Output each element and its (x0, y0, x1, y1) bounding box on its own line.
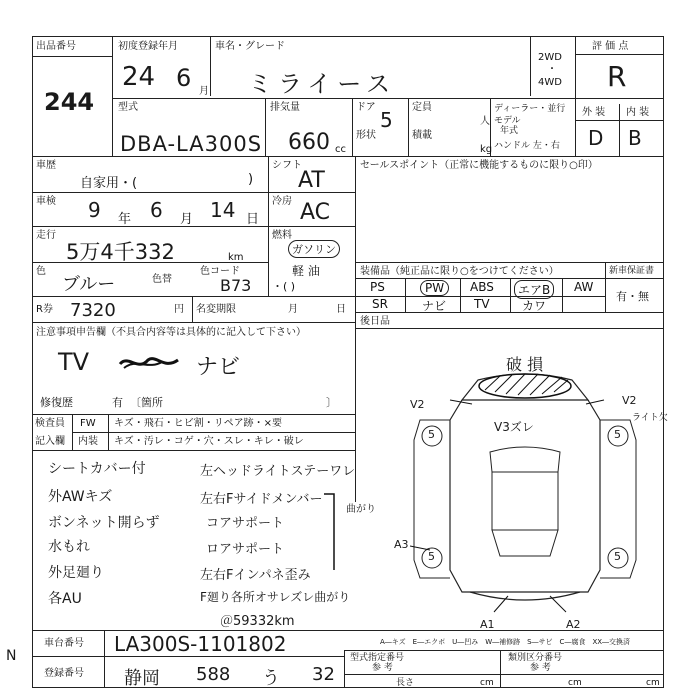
km-unit: km (228, 252, 244, 263)
car-name: ミライース (248, 70, 397, 98)
repair-yes: 有 (112, 396, 123, 409)
chassis-label: 車台番号 (44, 638, 84, 649)
length-label: 長さ (396, 678, 415, 688)
equip-abs: ABS (470, 280, 494, 294)
cm-unit-2: cm (568, 678, 582, 688)
equipment-label: 装備品（純正品に限り○をつけてください） (360, 266, 559, 277)
bracket-line (320, 492, 340, 572)
displacement-label: 排気量 (270, 102, 300, 113)
remark-right-1: 左右Fサイドメンバー (200, 492, 323, 507)
score-label: 評 価 点 (592, 41, 629, 52)
chassis-value: LA300S-1101802 (114, 632, 287, 656)
remark-right-3: ロアサポート (206, 542, 285, 557)
remark-right-4: 左右Fインパネ歪み (200, 568, 311, 583)
person-unit: 人 (480, 116, 490, 127)
mark-v2-left: V2 (410, 398, 425, 411)
inspector-label-2: 記入欄 (35, 436, 65, 447)
remark-left-0: シートカバー付 (48, 461, 146, 477)
cm-unit-3: cm (646, 678, 660, 688)
ac-value: AC (300, 200, 331, 225)
int-grade: B (628, 126, 642, 150)
remark-left-5: 各AU (48, 591, 82, 607)
inspector-row2-text: キズ・汚レ・コゲ・穴・スレ・キレ・破レ (114, 436, 304, 447)
ext-grade: D (588, 126, 604, 150)
margin-mark: N (6, 648, 17, 664)
year-unit: 年 (118, 212, 132, 227)
diagram-title: 破 損 (506, 355, 544, 374)
notes-tv: TV (58, 348, 90, 376)
shift-label: シフト (272, 160, 302, 171)
hood-damage-hatch (479, 374, 571, 398)
handle-label: ハンドル 左・右 (494, 141, 560, 151)
equip-leather: カワ (522, 299, 547, 313)
equip-sr: SR (372, 297, 388, 311)
color-code: B73 (220, 276, 252, 295)
plate-no: 32 (312, 664, 335, 685)
repair-close: 〕 (326, 396, 337, 409)
fuel-paren: ・( ) (272, 280, 296, 293)
remark-left-4: 外足廻り (48, 565, 104, 581)
recycle-value: 7320 (70, 300, 116, 321)
wheel-mark-fl: 5 (428, 428, 435, 441)
mileage-label: 走行 (36, 230, 56, 241)
lot-no-label: 出品番号 (36, 41, 76, 52)
plate-class: 588 (196, 664, 231, 685)
dealer-label: ディーラー・並行 (494, 104, 566, 114)
remark-left-3: 水もれ (48, 539, 90, 555)
model-code: DBA-LA300S (120, 132, 263, 156)
cc-unit: cc (335, 144, 346, 155)
model-label: モデル (494, 116, 521, 126)
inspector-row2-head: 内装 (78, 436, 98, 447)
history-value: 自家用・( (80, 176, 138, 191)
nc-month: 月 (288, 304, 298, 315)
cm-unit-1: cm (480, 678, 494, 688)
category-label: 類別区分番号 (508, 653, 563, 663)
color-value: ブルー (62, 274, 116, 295)
doors-value: 5 (380, 108, 393, 132)
inspector-row1-text: キズ・飛石・ヒビ割・リペア跡・×要 (114, 418, 282, 429)
remark-right-2: コアサポート (206, 516, 285, 531)
ext-label: 外 装 (582, 107, 606, 118)
reg-month: 6 (176, 64, 192, 92)
remark-side-note: 曲がり (346, 504, 376, 515)
plate-area: 静岡 (124, 668, 160, 689)
doors-label: ドア (356, 102, 376, 113)
fuel-label: 燃料 (272, 230, 292, 241)
remark-right-0: 左ヘッドライトステーワレ (200, 464, 356, 479)
capacity-label: 定員 (412, 102, 432, 113)
equip-aw: AW (574, 280, 594, 294)
remark-left-2: ボンネット開らず (48, 515, 160, 531)
shaken-day: 14 (210, 198, 236, 222)
nc-day: 日 (336, 304, 346, 315)
plate-label: 登録番号 (44, 668, 84, 679)
ac-label: 冷房 (272, 196, 292, 207)
mark-light: ライト欠 (632, 413, 668, 423)
remark-right-5: F廻り各所オサレズレ曲がり (200, 590, 351, 604)
score-value: R (607, 60, 627, 93)
history-close: ) (248, 172, 254, 187)
displacement-value: 660 (288, 130, 330, 155)
reg-year: 24 (122, 62, 156, 92)
drive-4wd: 4WD (538, 77, 562, 88)
wheel-mark-rr: 5 (614, 550, 621, 563)
load-label: 積載 (412, 130, 432, 141)
equip-airbag: エアB (514, 280, 554, 299)
month-unit: 月 (199, 86, 209, 97)
fuel-gas: ガソリン (288, 240, 340, 258)
sales-label: セールスポイント（正常に機能するものに限り○印） (360, 160, 598, 171)
ref-1: 参 考 (372, 663, 393, 673)
notes-label: 注意事項申告欄（不具合内容等は具体的に記入して下さい） (36, 327, 306, 338)
color-change-label: 色替 (152, 274, 172, 285)
after-label: 後日品 (360, 316, 390, 327)
day-unit: 日 (246, 212, 260, 227)
mark-a3: A3 (394, 538, 409, 551)
fuel-diesel: 軽 油 (292, 264, 320, 278)
inspector-row1-head: FW (80, 418, 96, 429)
first-reg-label: 初度登録年月 (118, 41, 178, 52)
car-diagram (390, 360, 660, 630)
month-unit: 月 (180, 212, 194, 227)
equip-ps: PS (370, 280, 385, 294)
drive-2wd: 2WD (538, 52, 562, 63)
repair-label: 修復歴 (40, 396, 73, 409)
drive-dot: ・ (547, 64, 557, 75)
model-year-label: 年式 (500, 126, 519, 136)
mark-v2-right: V2 (622, 394, 637, 407)
mileage-value: 5万4千332 (66, 240, 175, 264)
remark-left-1: 外AWキズ (48, 489, 113, 505)
name-change-label: 名変期限 (196, 304, 236, 315)
history-label: 車歴 (36, 160, 56, 171)
int-label: 内 装 (626, 107, 650, 118)
warranty-label: 新車保証書 (609, 266, 655, 276)
yen-unit: 円 (174, 304, 184, 315)
damage-legend: A―キズ E―エクボ U―凹み W―補修跡 S―サビ C―腐食 XX―交換済 (380, 638, 631, 646)
mark-a2: A2 (566, 618, 581, 631)
mark-a1: A1 (480, 618, 495, 631)
plate-kana: う (262, 668, 280, 689)
equip-navi: ナビ (422, 299, 447, 313)
ref-2: 参 考 (530, 663, 551, 673)
color-code-label: 色コード (200, 266, 240, 277)
lot-no-value: 244 (44, 88, 95, 116)
repair-place: 〔箇所 (130, 396, 163, 409)
color-label: 色 (36, 266, 46, 277)
recycle-label: R券 (36, 304, 53, 315)
notes-navi: ナビ (196, 355, 241, 380)
mark-v3: V3ズレ (494, 420, 534, 434)
wheel-mark-rl: 5 (428, 550, 435, 563)
remark-right-6: ＠59332km (220, 614, 295, 629)
shift-value: AT (298, 168, 325, 193)
shaken-label: 車検 (36, 196, 56, 207)
type-label: 型式 (118, 102, 138, 113)
wheel-mark-fr: 5 (614, 428, 621, 441)
type-designation-label: 型式指定番号 (350, 653, 405, 663)
shaken-month: 6 (150, 198, 163, 222)
inspector-label-1: 検査員 (35, 418, 65, 429)
equip-pw: PW (420, 280, 449, 296)
scribble-mark (118, 352, 182, 374)
equip-tv: TV (474, 297, 490, 311)
warranty-value: 有・無 (616, 290, 649, 303)
kg-unit: kg (480, 144, 493, 155)
shaken-year: 9 (88, 198, 101, 222)
shape-label: 形状 (356, 130, 376, 141)
car-name-label: 車名・グレード (215, 41, 285, 52)
